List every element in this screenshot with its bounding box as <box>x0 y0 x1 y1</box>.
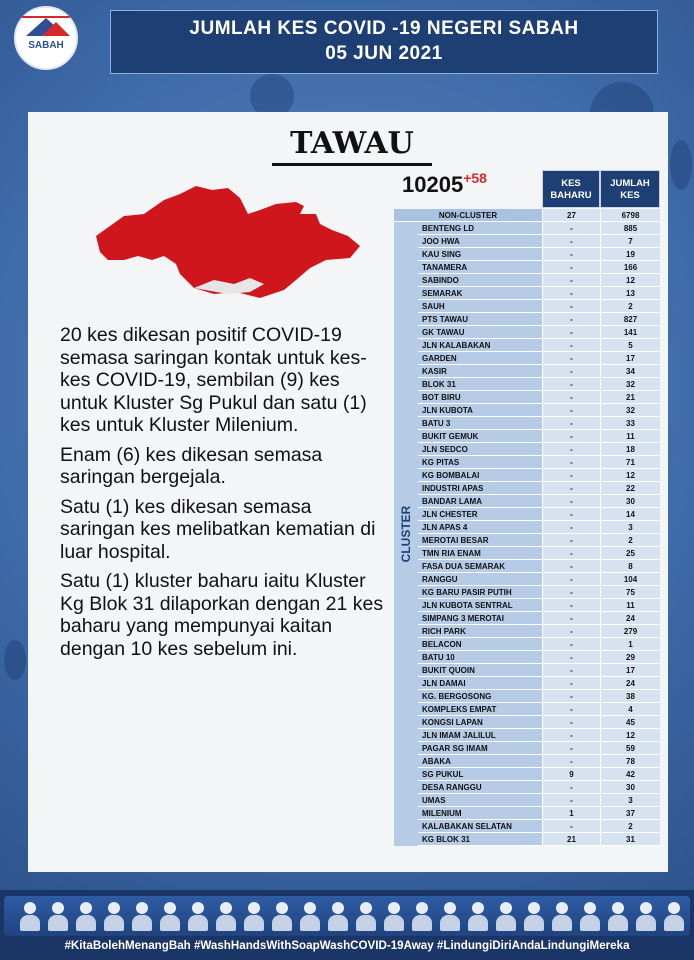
total-cases-cell: 885 <box>600 222 660 235</box>
person-icon <box>18 902 42 932</box>
person-head-shape <box>80 902 92 914</box>
person-torso-shape <box>664 915 684 931</box>
table-row <box>394 703 660 716</box>
cluster-name: BATU 3 <box>418 417 542 430</box>
cluster-name: JLN KUBOTA <box>418 404 542 417</box>
total-cases-cell: 12 <box>600 469 660 482</box>
cluster-name: JLN KUBOTA SENTRAL <box>418 599 542 612</box>
person-head-shape <box>360 902 372 914</box>
sabah-health-logo <box>14 6 78 70</box>
table-row <box>394 313 660 326</box>
person-icon <box>214 902 238 932</box>
column-header-new: KES BAHARU <box>542 170 600 208</box>
person-head-shape <box>24 902 36 914</box>
table-row <box>394 365 660 378</box>
cluster-name: BUKIT QUOIN <box>418 664 542 677</box>
person-head-shape <box>304 902 316 914</box>
table-row <box>394 300 660 313</box>
new-cases-cell: - <box>542 638 600 651</box>
table-row <box>394 807 660 820</box>
new-cases-cell: 9 <box>542 768 600 781</box>
new-cases-cell: - <box>542 326 600 339</box>
total-cases-cell: 14 <box>600 508 660 521</box>
table-row <box>394 417 660 430</box>
cluster-name: JLN CHESTER <box>418 508 542 521</box>
table-row-non-cluster <box>394 209 660 222</box>
new-cases-cell: - <box>542 755 600 768</box>
total-cases-cell: 30 <box>600 495 660 508</box>
person-torso-shape <box>524 915 544 931</box>
total-cases-cell: 7 <box>600 235 660 248</box>
table-row <box>394 261 660 274</box>
cluster-name: KASIR <box>418 365 542 378</box>
person-head-shape <box>528 902 540 914</box>
total-cases-cell: 279 <box>600 625 660 638</box>
total-cases-cell: 38 <box>600 690 660 703</box>
table-row <box>394 690 660 703</box>
table-row <box>394 781 660 794</box>
person-head-shape <box>556 902 568 914</box>
total-cases-cell: 22 <box>600 482 660 495</box>
new-cases-count: +58 <box>463 170 487 186</box>
person-icon <box>158 902 182 932</box>
person-head-shape <box>388 902 400 914</box>
table-row <box>394 508 660 521</box>
person-icon <box>578 902 602 932</box>
new-cases-cell: - <box>542 560 600 573</box>
table-row <box>394 573 660 586</box>
new-cases-cell: - <box>542 547 600 560</box>
person-head-shape <box>612 902 624 914</box>
person-icon <box>242 902 266 932</box>
new-cases-cell: - <box>542 482 600 495</box>
person-torso-shape <box>440 915 460 931</box>
person-head-shape <box>332 902 344 914</box>
cluster-name: SABINDO <box>418 274 542 287</box>
cluster-name: BOT BIRU <box>418 391 542 404</box>
new-cases-cell: - <box>542 235 600 248</box>
cluster-name: FASA DUA SEMARAK <box>418 560 542 573</box>
new-cases-cell: 21 <box>542 833 600 846</box>
person-icon <box>130 902 154 932</box>
person-torso-shape <box>188 915 208 931</box>
table-row <box>394 482 660 495</box>
total-cases-cell: 11 <box>600 599 660 612</box>
person-torso-shape <box>552 915 572 931</box>
person-torso-shape <box>580 915 600 931</box>
table-row <box>394 625 660 638</box>
total-cases-cell: 104 <box>600 573 660 586</box>
person-torso-shape <box>48 915 68 931</box>
cluster-name: TMN RIA ENAM <box>418 547 542 560</box>
cluster-name: RANGGU <box>418 573 542 586</box>
person-torso-shape <box>20 915 40 931</box>
new-cases-cell: - <box>542 794 600 807</box>
table-row <box>394 235 660 248</box>
person-head-shape <box>472 902 484 914</box>
virus-decoration-icon <box>4 640 26 680</box>
summary-paragraph: 20 kes dikesan positif COVID-19 semasa saringan kontak untuk kes-kes COVID-19, sembilan (9) kes untuk Kluster Sg Pukul dan satu (1) kes untuk Kluster Milenium. <box>60 324 367 436</box>
cluster-name: MEROTAI BESAR <box>418 534 542 547</box>
person-torso-shape <box>496 915 516 931</box>
cluster-name: RICH PARK <box>418 625 542 638</box>
new-cases-cell: - <box>542 781 600 794</box>
virus-decoration-icon <box>670 140 692 190</box>
table-row <box>394 222 660 235</box>
cluster-name: KALABAKAN SELATAN <box>418 820 542 833</box>
total-cases-cell: 12 <box>600 729 660 742</box>
new-cases-cell: - <box>542 664 600 677</box>
total-cases-cell: 31 <box>600 833 660 846</box>
person-icon <box>550 902 574 932</box>
frontliner-people-icon <box>4 896 690 936</box>
new-cases-cell: - <box>542 495 600 508</box>
person-head-shape <box>108 902 120 914</box>
new-cases-cell: - <box>542 625 600 638</box>
new-cases-cell: - <box>542 469 600 482</box>
table-row <box>394 456 660 469</box>
person-torso-shape <box>412 915 432 931</box>
cluster-name: TANAMERA <box>418 261 542 274</box>
person-icon <box>298 902 322 932</box>
cluster-name: INDUSTRI APAS <box>418 482 542 495</box>
report-date: 05 JUN 2021 <box>325 43 443 64</box>
cluster-name: GK TAWAU <box>418 326 542 339</box>
cluster-name: MILENIUM <box>418 807 542 820</box>
new-cases-cell: - <box>542 352 600 365</box>
table-row <box>394 326 660 339</box>
new-cases-cell: - <box>542 573 600 586</box>
table-row <box>394 716 660 729</box>
person-torso-shape <box>104 915 124 931</box>
cluster-label-text: CLUSTER <box>399 505 413 563</box>
table-row <box>394 651 660 664</box>
person-icon <box>522 902 546 932</box>
person-icon <box>354 902 378 932</box>
table-row <box>394 378 660 391</box>
total-cases-cell: 11 <box>600 430 660 443</box>
new-cases-cell: - <box>542 534 600 547</box>
cluster-name: PAGAR SG IMAM <box>418 742 542 755</box>
person-icon <box>466 902 490 932</box>
cluster-name: JLN IMAM JALILUL <box>418 729 542 742</box>
new-cases-cell: - <box>542 742 600 755</box>
table-row <box>394 521 660 534</box>
cluster-name: SIMPANG 3 MEROTAI <box>418 612 542 625</box>
person-icon <box>326 902 350 932</box>
person-torso-shape <box>244 915 264 931</box>
total-cases-cell: 24 <box>600 677 660 690</box>
new-cases-cell: - <box>542 261 600 274</box>
total-cases-cell: 24 <box>600 612 660 625</box>
new-cases-cell: - <box>542 443 600 456</box>
table-body <box>394 209 660 846</box>
cluster-name: JLN KALABAKAN <box>418 339 542 352</box>
header-banner <box>110 10 658 74</box>
cluster-name: KAU SING <box>418 248 542 261</box>
cluster-name: BELACON <box>418 638 542 651</box>
new-cases-cell: - <box>542 391 600 404</box>
total-cases-cell: 33 <box>600 417 660 430</box>
person-icon <box>382 902 406 932</box>
table-row <box>394 612 660 625</box>
cluster-name: ABAKA <box>418 755 542 768</box>
person-icon <box>662 902 686 932</box>
table-row <box>394 495 660 508</box>
person-icon <box>606 902 630 932</box>
cluster-name: KG PITAS <box>418 456 542 469</box>
cluster-name: PTS TAWAU <box>418 313 542 326</box>
person-head-shape <box>52 902 64 914</box>
total-cases-cell: 32 <box>600 404 660 417</box>
person-icon <box>270 902 294 932</box>
total-cases-cell: 13 <box>600 287 660 300</box>
new-cases-cell: - <box>542 508 600 521</box>
person-icon <box>102 902 126 932</box>
new-cases-cell: - <box>542 820 600 833</box>
table-row <box>394 274 660 287</box>
total-cases-cell: 71 <box>600 456 660 469</box>
total-cases-cell: 17 <box>600 352 660 365</box>
person-torso-shape <box>160 915 180 931</box>
person-torso-shape <box>328 915 348 931</box>
person-icon <box>494 902 518 932</box>
total-cases-cell: 78 <box>600 755 660 768</box>
total-cases-cell: 2 <box>600 820 660 833</box>
new-cases-cell: - <box>542 729 600 742</box>
person-icon <box>634 902 658 932</box>
cluster-name: JOO HWA <box>418 235 542 248</box>
cluster-name: BENTENG LD <box>418 222 542 235</box>
cluster-name: BATU 10 <box>418 651 542 664</box>
summary-paragraph: Satu (1) kluster baharu iaitu Kluster Kg Blok 31 dilaporkan dengan 21 kes baharu yang mempunyai kaitan dengan 10 kes sebelum ini. <box>60 570 384 660</box>
new-cases-cell: 1 <box>542 807 600 820</box>
table-row <box>394 677 660 690</box>
table-row <box>394 352 660 365</box>
person-torso-shape <box>216 915 236 931</box>
total-cases-cell: 37 <box>600 807 660 820</box>
person-head-shape <box>192 902 204 914</box>
cluster-name: UMAS <box>418 794 542 807</box>
summary-paragraph: Enam (6) kes dikesan semasa saringan bergejala. <box>60 443 323 488</box>
new-cases-cell: - <box>542 248 600 261</box>
person-torso-shape <box>636 915 656 931</box>
table-row <box>394 469 660 482</box>
person-icon <box>74 902 98 932</box>
new-cases-cell: - <box>542 417 600 430</box>
table-row <box>394 794 660 807</box>
cluster-name: KOMPLEKS EMPAT <box>418 703 542 716</box>
total-cases <box>402 172 487 198</box>
page-title: JUMLAH KES COVID -19 NEGERI SABAH <box>189 18 579 39</box>
total-cases-cell: 32 <box>600 378 660 391</box>
new-cases-cell: - <box>542 287 600 300</box>
total-cases-cell: 12 <box>600 274 660 287</box>
cluster-name: BLOK 31 <box>418 378 542 391</box>
cluster-name: SAUH <box>418 300 542 313</box>
total-cases-cell: 18 <box>600 443 660 456</box>
table-row <box>394 833 660 846</box>
new-cases-cell: - <box>542 404 600 417</box>
new-cases-cell: - <box>542 521 600 534</box>
mountain-accent-icon <box>42 22 70 36</box>
cluster-name: SG PUKUL <box>418 768 542 781</box>
total-cases-cell: 5 <box>600 339 660 352</box>
logo-text: SABAH <box>28 40 64 51</box>
new-cases-cell: - <box>542 703 600 716</box>
total-cases-cell: 29 <box>600 651 660 664</box>
person-head-shape <box>444 902 456 914</box>
total-cases-cell: 827 <box>600 313 660 326</box>
total-count: 10205 <box>402 172 464 197</box>
table-row <box>394 586 660 599</box>
total-cases-cell: 3 <box>600 521 660 534</box>
total-cases-cell: 25 <box>600 547 660 560</box>
person-icon <box>438 902 462 932</box>
new-cases-cell: - <box>542 586 600 599</box>
district-title: TAWAU <box>272 126 432 166</box>
total-cases-cell: 2 <box>600 534 660 547</box>
table-row <box>394 443 660 456</box>
person-head-shape <box>136 902 148 914</box>
tawau-map-icon <box>64 176 364 306</box>
table-row <box>394 339 660 352</box>
table-row <box>394 287 660 300</box>
total-cases-cell: 59 <box>600 742 660 755</box>
cluster-name: KG BLOK 31 <box>418 833 542 846</box>
table-row <box>394 560 660 573</box>
total-cases-cell: 3 <box>600 794 660 807</box>
total-cases-cell: 8 <box>600 560 660 573</box>
person-torso-shape <box>356 915 376 931</box>
new-cases-cell: - <box>542 690 600 703</box>
cluster-name: DESA RANGGU <box>418 781 542 794</box>
person-torso-shape <box>384 915 404 931</box>
person-icon <box>410 902 434 932</box>
table-row <box>394 638 660 651</box>
total-cases-cell: 17 <box>600 664 660 677</box>
person-torso-shape <box>272 915 292 931</box>
cluster-name: KG BARU PASIR PUTIH <box>418 586 542 599</box>
cluster-name: NON-CLUSTER <box>394 209 542 222</box>
cluster-name: JLN APAS 4 <box>418 521 542 534</box>
table-row <box>394 547 660 560</box>
new-cases-cell: - <box>542 456 600 469</box>
table-row <box>394 729 660 742</box>
total-cases-cell: 75 <box>600 586 660 599</box>
new-cases-cell: - <box>542 313 600 326</box>
cluster-name: BANDAR LAMA <box>418 495 542 508</box>
hashtags: #KitaBolehMenangBah #WashHandsWithSoapWashCOVID-19Away #LindungiDiriAndaLindungiMereka <box>64 939 630 952</box>
summary-paragraph: Satu (1) kes dikesan semasa saringan kes melibatkan kematian di luar hospital. <box>60 495 376 563</box>
person-head-shape <box>248 902 260 914</box>
table-row <box>394 755 660 768</box>
person-torso-shape <box>468 915 488 931</box>
new-cases-cell: - <box>542 365 600 378</box>
new-cases-cell: - <box>542 339 600 352</box>
person-torso-shape <box>300 915 320 931</box>
footer-banner <box>0 890 694 960</box>
table-row <box>394 404 660 417</box>
table-row <box>394 768 660 781</box>
new-cases-cell: - <box>542 651 600 664</box>
summary-text <box>60 324 390 667</box>
table-row <box>394 599 660 612</box>
total-cases-cell: 2 <box>600 300 660 313</box>
person-head-shape <box>640 902 652 914</box>
table-row <box>394 820 660 833</box>
total-cases-cell: 4 <box>600 703 660 716</box>
total-cases-cell: 166 <box>600 261 660 274</box>
person-head-shape <box>500 902 512 914</box>
cluster-name: KONGSI LAPAN <box>418 716 542 729</box>
table-row <box>394 391 660 404</box>
new-cases-cell: - <box>542 612 600 625</box>
table-row <box>394 664 660 677</box>
total-cases-cell: 34 <box>600 365 660 378</box>
column-header-total: JUMLAH KES <box>600 170 660 208</box>
new-cases-cell: 27 <box>542 209 600 222</box>
person-torso-shape <box>608 915 628 931</box>
person-icon <box>46 902 70 932</box>
cluster-name: JLN SEDCO <box>418 443 542 456</box>
cluster-name: SEMARAK <box>418 287 542 300</box>
person-head-shape <box>276 902 288 914</box>
cluster-name: GARDEN <box>418 352 542 365</box>
person-head-shape <box>164 902 176 914</box>
total-cases-cell: 21 <box>600 391 660 404</box>
cluster-name: KG BOMBALAI <box>418 469 542 482</box>
new-cases-cell: - <box>542 222 600 235</box>
new-cases-cell: - <box>542 677 600 690</box>
new-cases-cell: - <box>542 430 600 443</box>
cluster-name: KG. BERGOSONG <box>418 690 542 703</box>
new-cases-cell: - <box>542 274 600 287</box>
total-cases-cell: 30 <box>600 781 660 794</box>
cluster-name: JLN DAMAI <box>418 677 542 690</box>
person-head-shape <box>584 902 596 914</box>
person-head-shape <box>220 902 232 914</box>
person-head-shape <box>416 902 428 914</box>
person-head-shape <box>668 902 680 914</box>
table-row <box>394 430 660 443</box>
total-cases-cell: 19 <box>600 248 660 261</box>
new-cases-cell: - <box>542 599 600 612</box>
person-icon <box>186 902 210 932</box>
total-cases-cell: 6798 <box>600 209 660 222</box>
table-row <box>394 534 660 547</box>
new-cases-cell: - <box>542 378 600 391</box>
new-cases-cell: - <box>542 300 600 313</box>
table-row <box>394 248 660 261</box>
total-cases-cell: 141 <box>600 326 660 339</box>
person-torso-shape <box>76 915 96 931</box>
content-card <box>28 112 668 872</box>
new-cases-cell: - <box>542 716 600 729</box>
person-torso-shape <box>132 915 152 931</box>
total-cases-cell: 1 <box>600 638 660 651</box>
total-cases-cell: 42 <box>600 768 660 781</box>
total-cases-cell: 45 <box>600 716 660 729</box>
cluster-name: BUKIT GEMUK <box>418 430 542 443</box>
table-row <box>394 742 660 755</box>
